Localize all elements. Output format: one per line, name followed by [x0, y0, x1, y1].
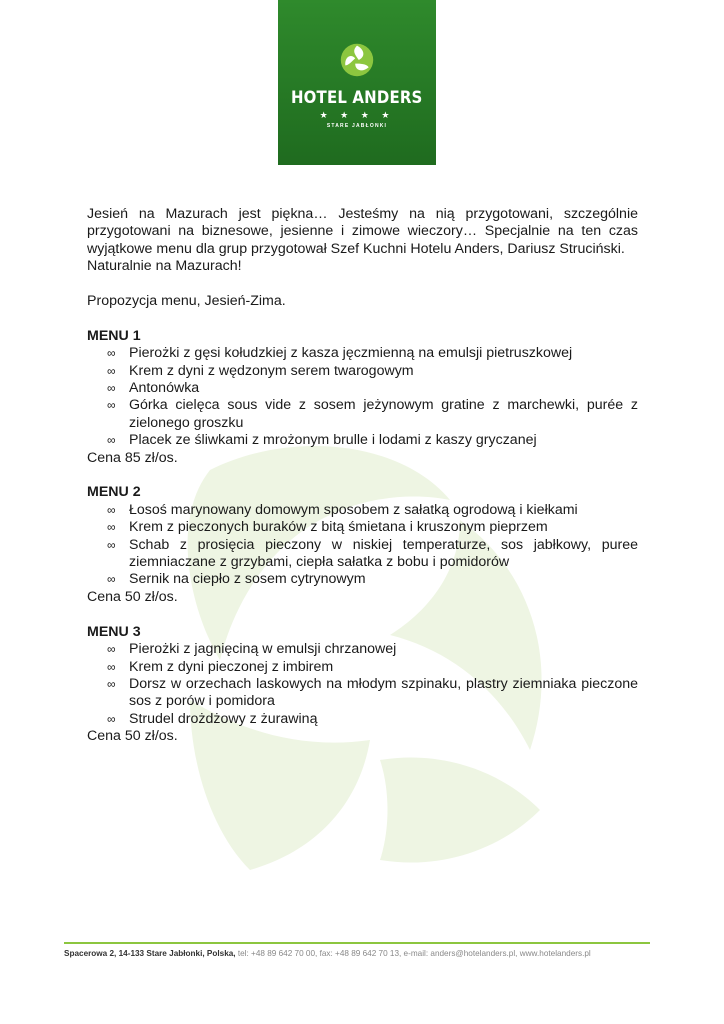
dish-text: Krem z dyni pieczonej z imbirem	[129, 658, 334, 675]
dish-item	[87, 676, 638, 711]
menu-1-price: Cena 85 zł/os.	[87, 449, 178, 466]
infinity-bullet-icon: ∞	[107, 572, 116, 587]
dish-text: Pierożki z jagnięciną w emulsji chrzanowej	[129, 641, 397, 658]
dish-text: Placek ze śliwkami z mrożonym brulle i lodami z kaszy gryczanej	[129, 432, 537, 449]
dish-item	[87, 363, 638, 380]
dish-item	[87, 659, 638, 676]
infinity-bullet-icon: ∞	[107, 433, 116, 448]
dish-text: Sernik na ciepło z sosem cytrynowym	[129, 571, 366, 588]
infinity-bullet-icon: ∞	[107, 502, 116, 517]
menu-2-price: Cena 50 zł/os.	[87, 588, 178, 605]
letter-body	[87, 206, 638, 746]
infinity-bullet-icon: ∞	[107, 346, 116, 361]
footer-contact-details: tel: +48 89 642 70 00, fax: +48 89 642 70 13, e-mail: anders@hotelanders.pl, www.hotelanders.pl	[235, 949, 591, 958]
dish-item	[87, 397, 638, 432]
menu-3-price: Cena 50 zł/os.	[87, 728, 178, 745]
menu-2-dishes	[87, 502, 638, 589]
dish-text: Pierożki z gęsi kołudzkiej z kasza jęczmienną na emulsji pietruszkowej	[129, 345, 573, 362]
dish-item	[87, 380, 638, 397]
dish-item	[87, 537, 638, 572]
menu-proposal-heading: Propozycja menu, Jesień-Zima.	[87, 293, 286, 310]
infinity-bullet-icon: ∞	[107, 381, 116, 396]
intro-paragraph: Jesień na Mazurach jest piękna… Jesteśmy na nią przygotowani, szczególnie przygotowani na biznesowe, jesienne i zimowe wieczory… Specjalnie na ten czas wyjątkowe menu dla grup przygotował Szef Kuchni Hotelu Anders, Dariusz Struciński.	[87, 206, 638, 257]
dish-item	[87, 519, 638, 536]
menu-1-dishes	[87, 345, 638, 449]
infinity-bullet-icon: ∞	[107, 642, 116, 657]
dish-item	[87, 345, 638, 362]
infinity-bullet-icon: ∞	[107, 676, 116, 691]
menu-2-section	[87, 484, 638, 606]
menu-3-section	[87, 624, 638, 746]
dish-text: Górka cielęca sous vide z sosem jeżynowym gratine z marchewki, purée z zielonego groszku	[129, 397, 638, 431]
infinity-bullet-icon: ∞	[107, 711, 116, 726]
infinity-bullet-icon: ∞	[107, 537, 116, 552]
footer-address: Spacerowa 2, 14-133 Stare Jabłonki, Polska,	[64, 949, 236, 958]
infinity-bullet-icon: ∞	[107, 363, 116, 378]
hotel-logo	[278, 0, 436, 165]
menu-2-title: MENU 2	[87, 484, 141, 501]
dish-item	[87, 711, 638, 728]
hotel-leaf-icon	[339, 42, 375, 78]
footer-divider	[64, 942, 650, 944]
dish-text: Schab z prosięcia pieczony w niskiej temperaturze, sos jabłkowy, puree ziemniaczane z grzybami, ciepła sałatka z bobu i pomidorów	[129, 536, 638, 571]
dish-item	[87, 641, 638, 658]
menu-3-title: MENU 3	[87, 623, 141, 640]
menu-3-dishes	[87, 641, 638, 728]
logo-stars: ★ ★ ★ ★	[319, 110, 395, 120]
infinity-bullet-icon: ∞	[107, 659, 116, 674]
menu-1-title: MENU 1	[87, 327, 141, 344]
dish-item	[87, 571, 638, 588]
dish-item	[87, 502, 638, 519]
dish-text: Łosoś marynowany domowym sposobem z sałatką ogrodową i kiełkami	[129, 501, 578, 518]
infinity-bullet-icon: ∞	[107, 398, 116, 413]
dish-text: Antonówka	[129, 380, 200, 397]
intro-tagline: Naturalnie na Mazurach!	[87, 258, 242, 275]
dish-text: Krem z dyni z wędzonym serem twarogowym	[129, 362, 414, 379]
footer-contact	[64, 949, 664, 958]
dish-text: Dorsz w orzechach laskowych na młodym szpinaku, plastry ziemniaka pieczone sos z porów i pomidora	[129, 675, 638, 710]
menu-1-section	[87, 328, 638, 467]
infinity-bullet-icon: ∞	[107, 520, 116, 535]
dish-text: Strudel drożdżowy z żurawiną	[129, 710, 318, 727]
logo-hotel-name: HOTEL ANDERS	[291, 88, 423, 108]
dish-text: Krem z pieczonych buraków z bitą śmietana i kruszonym pieprzem	[129, 519, 548, 536]
dish-item	[87, 432, 638, 449]
logo-location: STARE JABŁONKI	[326, 123, 388, 129]
